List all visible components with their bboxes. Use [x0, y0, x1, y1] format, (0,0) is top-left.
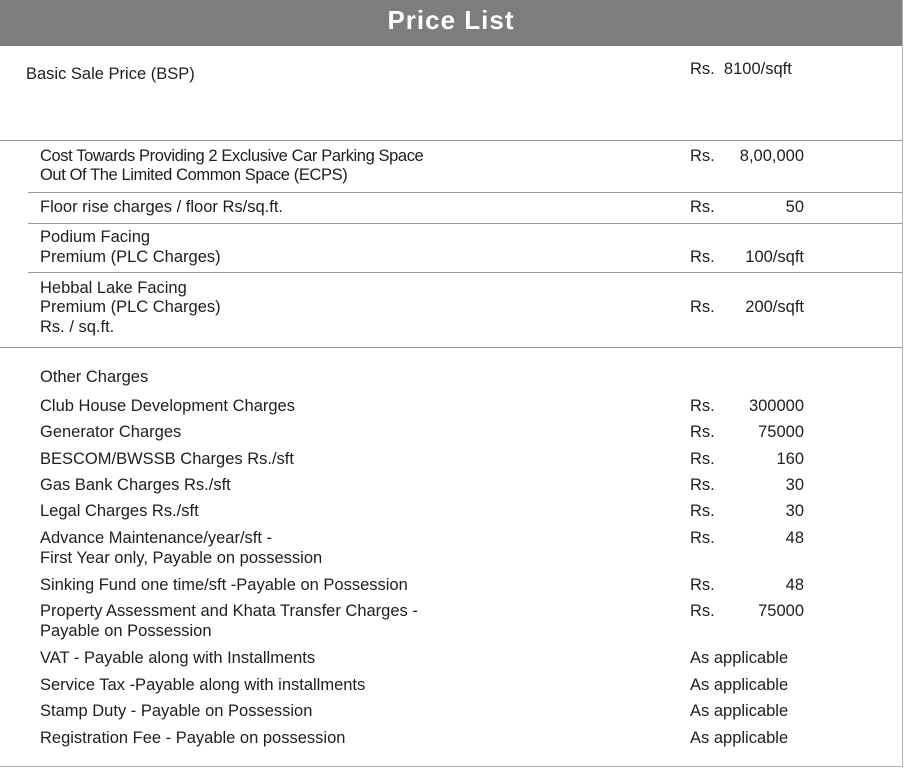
generator-rs: Rs.	[690, 423, 715, 441]
hebbal-label-line1: Hebbal Lake Facing	[40, 279, 187, 297]
floor-rise-rs: Rs.	[690, 198, 715, 216]
gas-bank-rs: Rs.	[690, 476, 715, 494]
podium-amount: 100/sqft	[745, 248, 804, 266]
page-title: Price List	[387, 4, 515, 35]
stamp-duty-label: Stamp Duty - Payable on Possession	[40, 702, 313, 720]
property-assessment-label-line2: Payable on Possession	[40, 622, 212, 640]
floor-rise-label: Floor rise charges / floor Rs/sq.ft.	[40, 198, 283, 216]
parking-label-line1: Cost Towards Providing 2 Exclusive Car Parking Space	[40, 147, 424, 165]
sinking-fund-amount: 48	[785, 576, 804, 594]
divider	[0, 140, 902, 141]
sinking-fund-label: Sinking Fund one time/sft -Payable on Possession	[40, 576, 408, 594]
hebbal-label-line2: Premium (PLC Charges)	[40, 298, 221, 316]
header-bar	[0, 0, 902, 46]
legal-amount: 30	[785, 502, 804, 520]
generator-label: Generator Charges	[40, 423, 182, 441]
gas-bank-amount: 30	[785, 476, 804, 494]
legal-label: Legal Charges Rs./sft	[40, 502, 199, 520]
podium-label-line1: Podium Facing	[40, 228, 151, 246]
registration-fee-label: Registration Fee - Payable on possession	[40, 729, 346, 747]
vat-label: VAT - Payable along with Installments	[40, 649, 316, 667]
parking-label-line2: Out Of The Limited Common Space (ECPS)	[40, 166, 348, 184]
advance-maintenance-rs: Rs.	[690, 529, 715, 547]
parking-amount: 8,00,000	[739, 147, 804, 165]
property-assessment-rs: Rs.	[690, 602, 715, 620]
divider	[28, 192, 902, 193]
gas-bank-label: Gas Bank Charges Rs./sft	[40, 476, 231, 494]
sinking-fund-rs: Rs.	[690, 576, 715, 594]
divider	[28, 272, 902, 273]
legal-rs: Rs.	[690, 502, 715, 520]
club-house-rs: Rs.	[690, 397, 715, 415]
bescom-label: BESCOM/BWSSB Charges Rs./sft	[40, 450, 294, 468]
parking-rs: Rs.	[690, 147, 715, 165]
hebbal-amount: 200/sqft	[745, 298, 804, 316]
bescom-rs: Rs.	[690, 450, 715, 468]
podium-label-line2: Premium (PLC Charges)	[40, 248, 221, 266]
hebbal-rs: Rs.	[690, 298, 715, 316]
stamp-duty-value: As applicable	[690, 702, 789, 720]
service-tax-value: As applicable	[690, 676, 789, 694]
advance-maintenance-label-line2: First Year only, Payable on possession	[40, 549, 323, 567]
floor-rise-amount: 50	[785, 198, 804, 216]
other-charges-heading: Other Charges	[40, 368, 149, 386]
generator-amount: 75000	[758, 423, 804, 441]
club-house-amount: 300000	[748, 397, 804, 415]
podium-rs: Rs.	[690, 248, 715, 266]
bsp-value: Rs. 8100/sqft	[690, 60, 792, 78]
property-assessment-label: Property Assessment and Khata Transfer Charges -	[40, 602, 418, 620]
advance-maintenance-amount: 48	[785, 529, 804, 547]
divider	[0, 347, 902, 348]
club-house-label: Club House Development Charges	[40, 397, 295, 415]
hebbal-label-line3: Rs. / sq.ft.	[40, 318, 115, 336]
service-tax-label: Service Tax -Payable along with installments	[40, 676, 366, 694]
vat-value: As applicable	[690, 649, 789, 667]
divider	[28, 223, 902, 224]
property-assessment-amount: 75000	[758, 602, 804, 620]
advance-maintenance-label: Advance Maintenance/year/sft -	[40, 529, 273, 547]
registration-fee-value: As applicable	[690, 729, 789, 747]
bsp-label: Basic Sale Price (BSP)	[26, 65, 195, 83]
bescom-amount: 160	[776, 450, 804, 468]
